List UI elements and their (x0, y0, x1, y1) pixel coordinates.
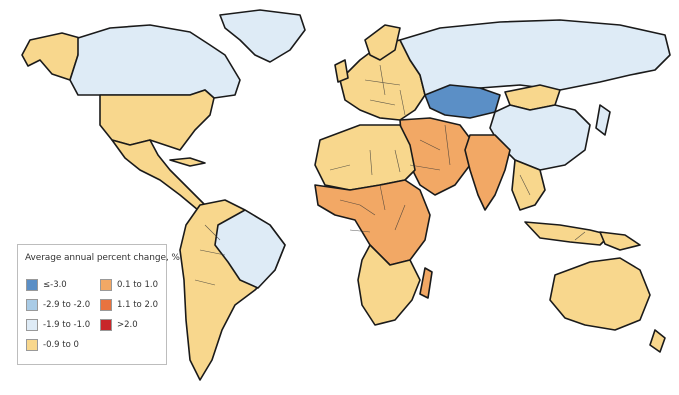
legend-swatch (100, 279, 112, 291)
legend-swatch (26, 279, 38, 291)
legend-label: -2.9 to -2.0 (43, 300, 91, 310)
region-kazakhstan (425, 85, 500, 118)
region-uk (335, 60, 348, 82)
legend-item (100, 298, 158, 312)
region-canada (70, 25, 240, 98)
legend-item (26, 278, 67, 292)
legend-swatch (100, 319, 112, 331)
region-cuba (170, 158, 205, 166)
legend-label: ≤-3.0 (43, 280, 67, 290)
legend-item (26, 338, 79, 352)
legend-label: 1.1 to 2.0 (117, 300, 158, 310)
legend-label: -1.9 to -1.0 (43, 320, 91, 330)
legend-swatch (26, 299, 38, 311)
region-mexico (112, 140, 205, 210)
region-japan (596, 105, 610, 135)
legend-item (26, 318, 90, 332)
region-alaska (22, 33, 80, 80)
region-russia (400, 20, 670, 95)
legend-item (100, 318, 138, 332)
map-legend (17, 244, 180, 365)
legend-swatch (26, 339, 38, 351)
legend-label: 0.1 to 1.0 (117, 280, 158, 290)
legend-label: >2.0 (117, 320, 138, 330)
legend-swatch (26, 319, 38, 331)
legend-item (100, 278, 158, 292)
legend-swatch (100, 299, 112, 311)
region-greenland (220, 10, 305, 62)
region-india (465, 135, 510, 210)
region-australia (550, 258, 650, 330)
region-new-zealand (650, 330, 665, 352)
region-indonesia (525, 222, 610, 245)
legend-label: -0.9 to 0 (43, 340, 79, 350)
region-papua (600, 232, 640, 250)
region-madagascar (420, 268, 432, 298)
legend-item (26, 298, 90, 312)
legend-title: Average annual percent change, % (25, 253, 180, 263)
